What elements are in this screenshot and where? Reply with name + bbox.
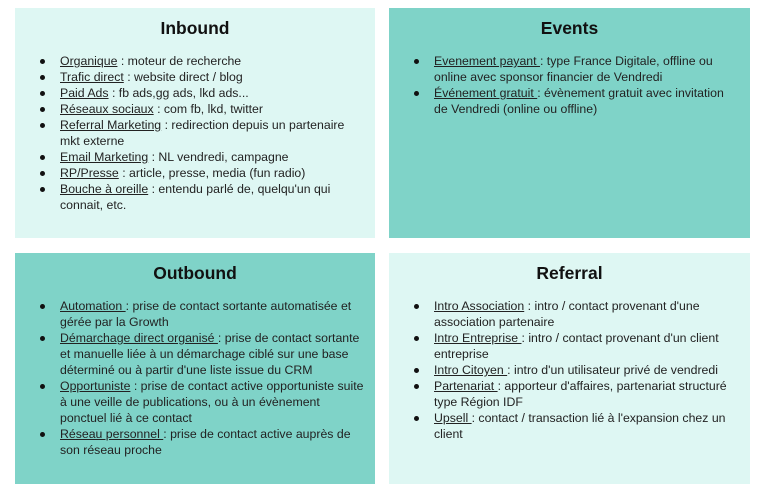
outbound-list	[60, 298, 365, 458]
item-desc: : prise de contact active opportuniste suite à une veille de publications, ou à un évènement ponctuel lié à ce contact	[60, 379, 364, 425]
inbound-list	[60, 53, 365, 213]
list-item	[60, 330, 365, 378]
item-key: Evenement payant	[434, 54, 540, 68]
item-desc: : intro / contact provenant d'un client entreprise	[434, 331, 719, 361]
item-key: Bouche à oreille	[60, 182, 149, 196]
item-key: Événement gratuit	[434, 86, 538, 100]
item-desc: : fb ads,gg ads, lkd ads...	[108, 86, 249, 100]
item-desc: : apporteur d'affaires, partenariat structuré type Région IDF	[434, 379, 727, 409]
item-key: Upsell	[434, 411, 472, 425]
outbound-card	[15, 253, 375, 484]
item-desc: : intro / contact provenant d'une association partenaire	[434, 299, 700, 329]
referral-title: Referral	[536, 263, 603, 283]
item-key: Intro Citoyen	[434, 363, 508, 377]
item-desc: : entendu parlé de, quelqu'un qui connait, etc.	[60, 182, 331, 212]
inbound-card	[15, 8, 375, 238]
list-item	[60, 53, 365, 69]
list-item	[434, 53, 740, 85]
list-item	[434, 330, 740, 362]
item-key: Réseau personnel	[60, 427, 164, 441]
referral-card	[389, 253, 750, 484]
item-desc: : prise de contact sortante et manuelle liée à un démarchage ciblé sur une base déterminé ou à partir d'une liste issue du CRM	[60, 331, 360, 377]
item-key: Intro Association	[434, 299, 525, 313]
list-item	[60, 181, 365, 213]
events-list	[434, 53, 740, 117]
item-key: Paid Ads	[60, 86, 109, 100]
item-desc: : prise de contact active auprès de son réseau proche	[60, 427, 351, 457]
list-item	[60, 426, 365, 458]
item-key: Trafic direct	[60, 70, 124, 84]
item-key: Referral Marketing	[60, 118, 162, 132]
events-title: Events	[540, 18, 599, 38]
inbound-title: Inbound	[160, 18, 230, 38]
item-desc: : article, presse, media (fun radio)	[118, 166, 306, 180]
referral-list	[434, 298, 740, 442]
list-item	[60, 69, 365, 85]
list-item	[434, 298, 740, 330]
item-key: Automation	[60, 299, 126, 313]
list-item	[60, 149, 365, 165]
item-key: Démarchage direct organisé	[60, 331, 218, 345]
item-key: Organique	[60, 54, 118, 68]
item-desc: : type France Digitale, offline ou online avec sponsor financier de Vendredi	[434, 54, 713, 84]
item-desc: : NL vendredi, campagne	[148, 150, 289, 164]
item-desc: : prise de contact sortante automatisée et gérée par la Growth	[60, 299, 352, 329]
list-item	[60, 378, 365, 426]
item-key: Opportuniste	[60, 379, 131, 393]
list-item	[434, 410, 740, 442]
list-item	[60, 85, 365, 101]
item-key: RP/Presse	[60, 166, 119, 180]
item-desc: : intro d'un utilisateur privé de vendredi	[507, 363, 718, 377]
list-item	[60, 165, 365, 181]
list-item	[434, 378, 740, 410]
item-desc: : website direct / blog	[123, 70, 243, 84]
list-item	[434, 85, 740, 117]
list-item	[434, 362, 740, 378]
item-desc: : moteur de recherche	[117, 54, 242, 68]
item-desc: : évènement gratuit avec invitation de Vendredi (online ou offline)	[434, 86, 724, 116]
item-desc: : redirection depuis un partenaire mkt externe	[60, 118, 345, 148]
item-desc: : contact / transaction lié à l'expansion chez un client	[434, 411, 726, 441]
item-key: Réseaux sociaux	[60, 102, 154, 116]
item-key: Intro Entreprise	[434, 331, 522, 345]
item-desc: : com fb, lkd, twitter	[153, 102, 263, 116]
item-key: Email Marketing	[60, 150, 149, 164]
item-key: Partenariat	[434, 379, 498, 393]
list-item	[60, 298, 365, 330]
list-item	[60, 117, 365, 149]
events-card	[389, 8, 750, 238]
outbound-title: Outbound	[153, 263, 237, 283]
list-item	[60, 101, 365, 117]
